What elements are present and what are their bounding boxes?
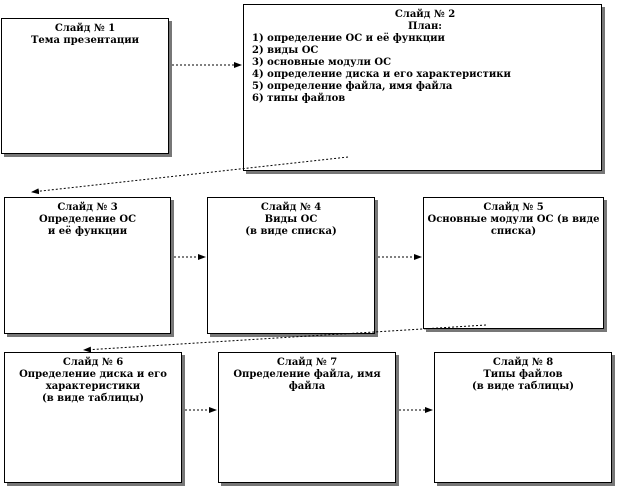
slide-text: Определение файла, имя файла	[233, 369, 381, 392]
slide-text: (в виде таблицы)	[472, 381, 574, 392]
slide-box-8	[434, 352, 612, 483]
slide-text: Виды ОС	[264, 214, 318, 225]
slide-box-6	[4, 352, 182, 483]
plan-item: 5) определение файла, имя файла	[252, 81, 453, 92]
plan-item: 6) типы файлов	[252, 93, 346, 104]
slide-title: Слайд № 3	[57, 202, 118, 213]
slide-text: Определение диска и его характеристики	[19, 369, 167, 392]
slide-title: Слайд № 2	[394, 9, 456, 20]
slide-title: Слайд № 5	[483, 202, 544, 213]
slide-text: Типы файлов	[483, 369, 563, 380]
slide-box-1	[1, 18, 169, 154]
plan-item: 1) определение ОС и её функции	[252, 33, 445, 44]
slide-text: (в виде таблицы)	[42, 393, 144, 404]
slide-title: Слайд № 4	[260, 202, 322, 213]
slide-text: Основные модули ОС (в виде списка)	[427, 214, 600, 237]
slide-text: (в виде списка)	[245, 226, 337, 237]
slide-text: Тема презентации	[30, 35, 140, 46]
slide-text: и её функции	[47, 226, 128, 237]
slide-box-7	[218, 352, 396, 483]
plan-item: 2) виды ОС	[252, 45, 319, 56]
slide-title: Слайд № 1	[54, 23, 116, 34]
slide-box-3	[4, 197, 171, 334]
slide-box-5	[423, 197, 604, 329]
slide-box-4	[207, 197, 375, 334]
slide-title: Слайд № 8	[492, 357, 554, 368]
slide-box-2	[243, 4, 602, 171]
plan-item: 3) основные модули ОС	[252, 57, 392, 68]
plan-item: 4) определение диска и его характеристики	[252, 69, 511, 80]
slide-text: Определение ОС	[38, 214, 137, 225]
plan-list	[252, 33, 598, 105]
slide-title: Слайд № 6	[62, 357, 124, 368]
slide-title: Слайд № 7	[276, 357, 338, 368]
plan-heading: План:	[408, 21, 442, 32]
